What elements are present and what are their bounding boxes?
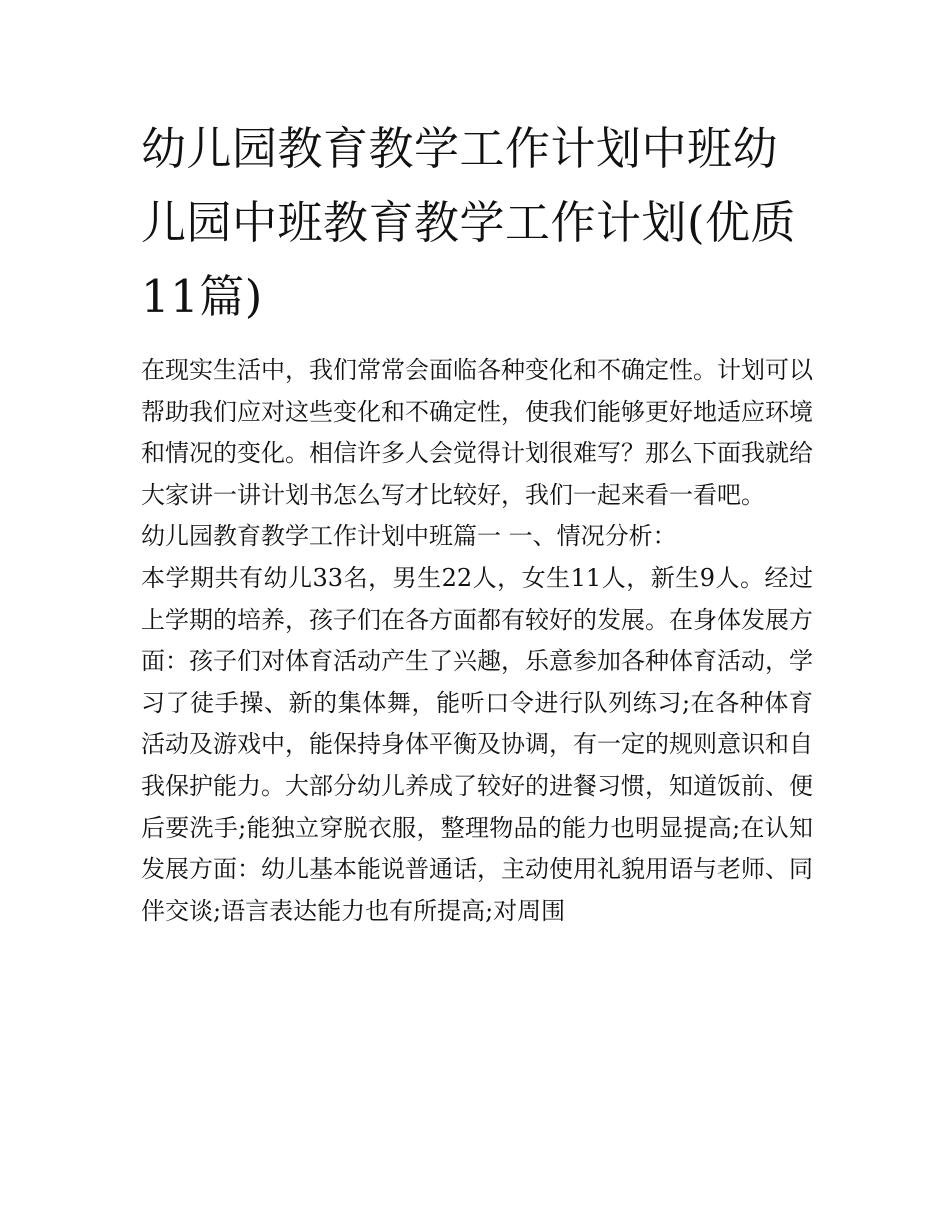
- document-title: 幼儿园教育教学工作计划中班幼儿园中班教育教学工作计划(优质11篇): [141, 122, 797, 323]
- intro-paragraph: 在现实生活中，我们常常会面临各种变化和不确定性。计划可以帮助我们应对这些变化和不确定性，使我们能够更好地适应环境和情况的变化。相信许多人会觉得计划很难写？那么下面我就给大家讲一讲计划书怎么写才比较好，我们一起来看一看吧。: [141, 356, 813, 509]
- section-heading: 幼儿园教育教学工作计划中班篇一 一、情况分析：: [141, 522, 677, 551]
- body-paragraph: 本学期共有幼儿33名，男生22人，女生11人，新生9人。经过上学期的培养，孩子们在各方面都有较好的发展。在身体发展方面：孩子们对体育活动产生了兴趣，乐意参加各种体育活动，学习了徒手操、新的集体舞，能听口令进行队列练习;在各种体育活动及游戏中，能保持身体平衡及协调，有一定的规则意识和自我保护能力。大部分幼儿养成了较好的进餐习惯，知道饭前、便后要洗手;能独立穿脱衣服，整理物品的能力也明显提高;在认知发展方面：幼儿基本能说普通话，主动使用礼貌用语与老师、同伴交谈;语言表达能力也有所提高;对周围: [141, 563, 813, 925]
- document-content: [141, 112, 813, 932]
